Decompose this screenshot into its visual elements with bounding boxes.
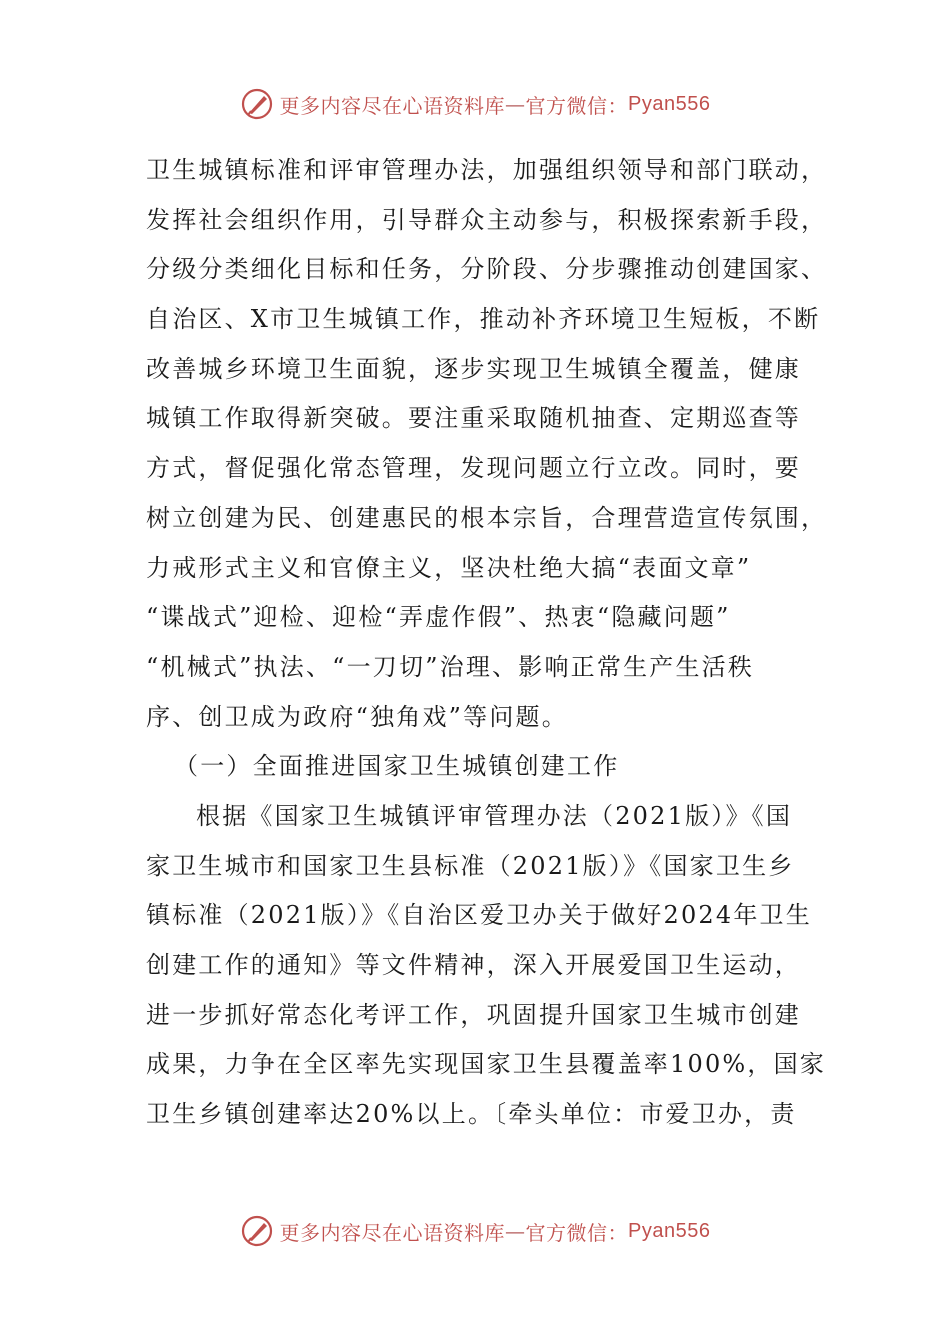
text-line: 分级分类细化目标和任务，分阶段、分步骤推动创建国家、 (146, 255, 828, 284)
watermark-separator: — (505, 92, 526, 116)
quill-logo-icon (240, 87, 274, 121)
quill-logo-icon (240, 1214, 274, 1248)
text-line: 力戒形式主义和官僚主义，坚决杜绝大搞“表面文章” (146, 553, 752, 582)
text-line: 创建工作的通知》等文件精神，深入开展爱国卫生运动， (146, 951, 801, 979)
watermark-official-label: 官方微信： (525, 1220, 629, 1245)
watermark-banner-bottom (0, 1211, 950, 1251)
text-line: 改善城乡环境卫生面貌，逐步实现卫生城镇全覆盖，健康 (146, 354, 801, 383)
text-line: 发挥社会组织作用，引导群众主动参与，积极探索新手段， (146, 205, 828, 234)
watermark-official-label: 官方微信： (525, 93, 629, 118)
watermark-brand: 更多内容尽在心语资料库 (279, 93, 506, 118)
text-line: 树立创建为民、创建惠民的根本宗旨，合理营造宣传氛围， (146, 503, 828, 532)
text-line: 家卫生城市和国家卫生县标准（2021版）》《国家卫生乡 (146, 851, 795, 880)
text-line: “机械式”执法、“一刀切”治理、影响正常生产生活秩 (146, 652, 755, 681)
text-line: 进一步抓好常态化考评工作，巩固提升国家卫生城市创建 (146, 1000, 801, 1029)
text-line: 方式，督促强化常态管理，发现问题立行立改。同时，要 (146, 454, 801, 483)
watermark-wechat-id: Pyan556 (628, 92, 711, 115)
watermark-separator: — (505, 1219, 526, 1243)
text-line: 卫生城镇标准和评审管理办法，加强组织领导和部门联动， (146, 156, 828, 184)
text-line: “谍战式”迎检、迎检“弄虚作假”、热衷“隐藏问题” (146, 603, 731, 632)
text-line: 自治区、X市卫生城镇工作，推动补齐环境卫生短板，不断 (146, 305, 821, 334)
watermark-banner-top (0, 84, 950, 124)
watermark-wechat-id: Pyan556 (628, 1219, 711, 1242)
text-line: 成果，力争在全区率先实现国家卫生县覆盖率100%，国家 (146, 1050, 827, 1079)
text-line: 根据《国家卫生城镇评审管理办法（2021版）》《国 (196, 801, 793, 830)
text-line: 镇标准（2021版）》《自治区爱卫办关于做好2024年卫生 (146, 901, 812, 930)
section-heading: （一）全面推进国家卫生城镇创建工作 (174, 752, 620, 781)
body-text (146, 146, 828, 1140)
watermark-brand: 更多内容尽在心语资料库 (279, 1220, 506, 1245)
text-line: 城镇工作取得新突破。要注重采取随机抽查、定期巡查等 (146, 404, 801, 433)
text-line: 序、创卫成为政府“独角戏”等问题。 (146, 702, 568, 731)
text-line: 卫生乡镇创建率达20%以上。〔牵头单位：市爱卫办，责 (146, 1100, 797, 1129)
